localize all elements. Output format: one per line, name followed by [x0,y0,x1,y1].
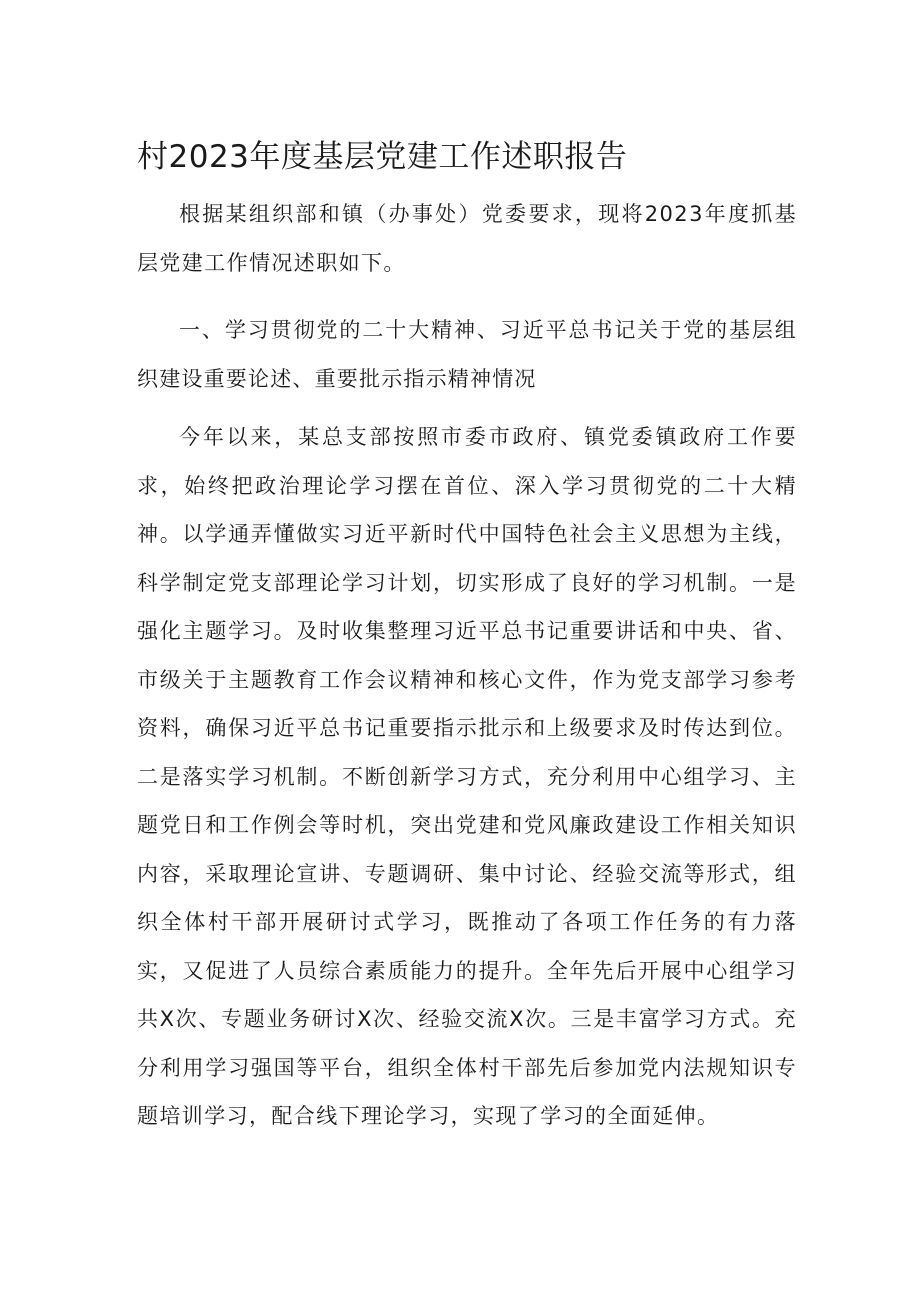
section-heading: 一、学习贯彻党的二十大精神、习近平总书记关于党的基层组织建设重要论述、重要批示指示精神情况 [137,318,797,391]
body-paragraph: 今年以来，某总支部按照市委市政府、镇党委镇政府工作要求，始终把政治理论学习摆在首位、深入学习贯彻党的二十大精神。以学通弄懂做实习近平新时代中国特色社会主义思想为主线，科学制定党支部理论学习计划，切实形成了良好的学习机制。一是强化主题学习。及时收集整理习近平总书记重要讲话和中央、省、市级关于主题教育工作会议精神和核心文件，作为党支部学习参考资料，确保习近平总书记重要指示批示和上级要求及时传达到位。二是落实学习机制。不断创新学习方式，充分利用中心组学习、主题党日和工作例会等时机，突出党建和党风廉政建设工作相关知识内容，采取理论宣讲、专题调研、集中讨论、经验交流等形式，组织全体村干部开展研讨式学习，既推动了各项工作任务的有力落实，又促进了人员综合素质能力的提升。全年先后开展中心组学习共X次、专题业务研讨X次、经验交流X次。三是丰富学习方式。充分利用学习强国等平台，组织全体村干部先后参加党内法规知识专题培训学习，配合线下理论学习，实现了学习的全面延伸。 [137,425,797,1128]
intro-paragraph: 根据某组织部和镇（办事处）党委要求，现将2023年度抓基层党建工作情况述职如下。 [137,202,797,275]
document-title: 村2023年度基层党建工作述职报告 [137,139,628,175]
